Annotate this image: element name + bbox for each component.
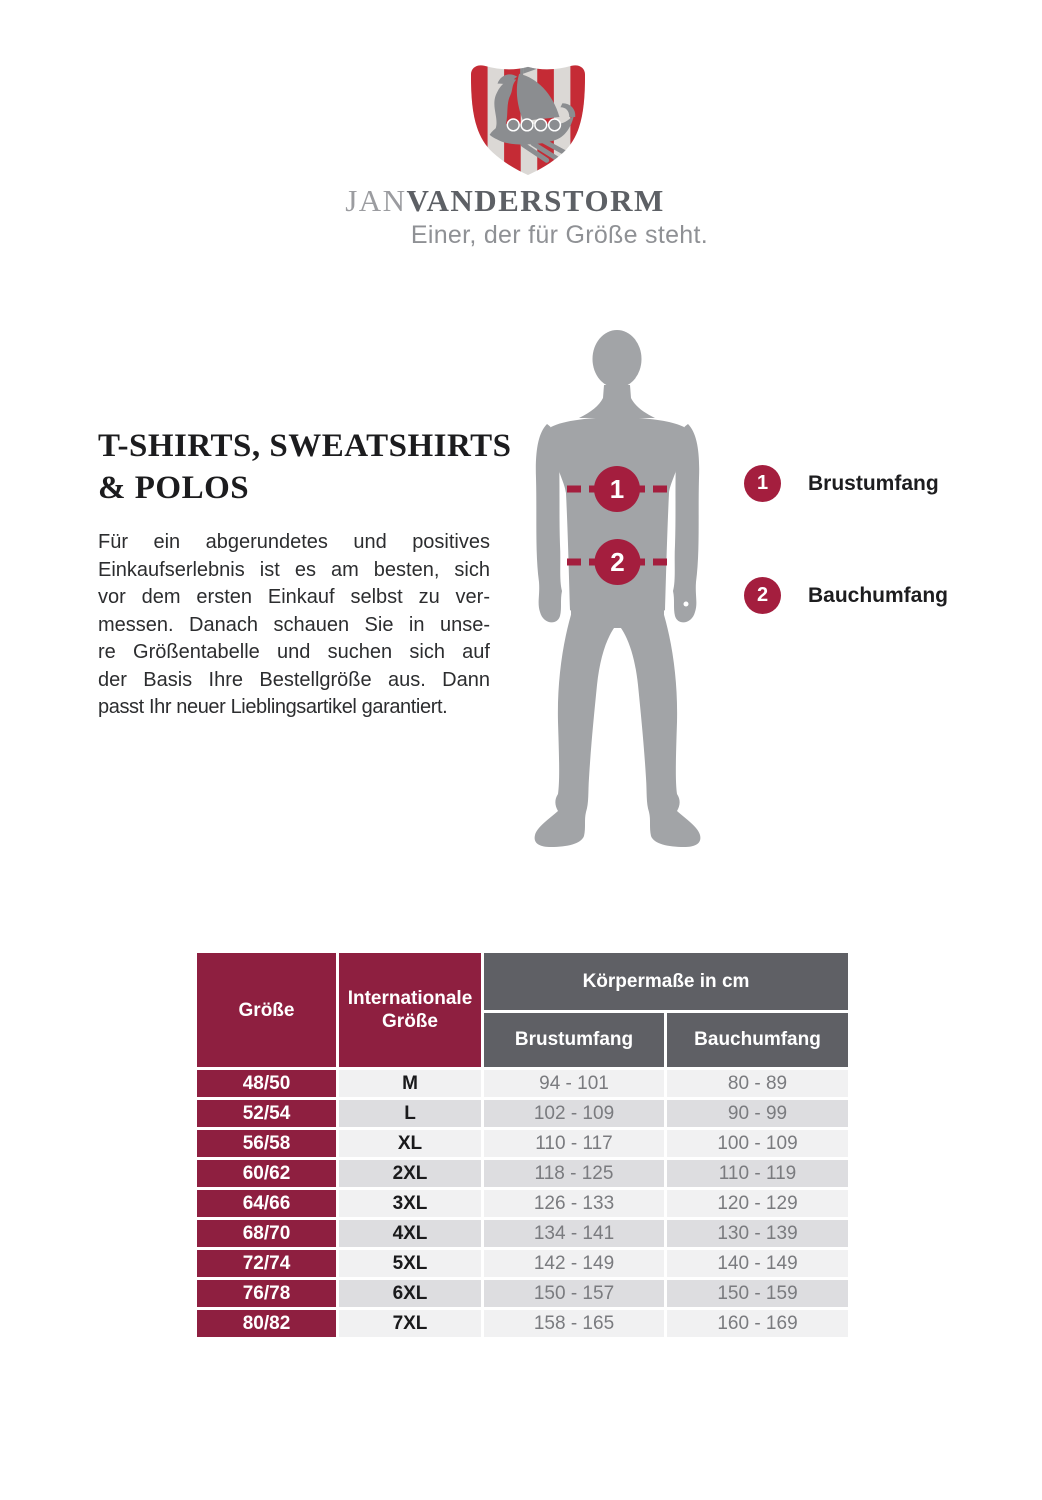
- cell-bauchumfang: 120 - 129: [667, 1190, 848, 1217]
- cell-brustumfang: 118 - 125: [484, 1160, 664, 1187]
- cell-brustumfang: 102 - 109: [484, 1100, 664, 1127]
- column-header-brustumfang: Brustumfang: [484, 1013, 664, 1067]
- cell-groesse: 76/78: [197, 1280, 336, 1307]
- cell-bauchumfang: 130 - 139: [667, 1220, 848, 1247]
- intro-line: Einkaufserlebnis ist es am besten, sich: [98, 558, 490, 581]
- cell-int-groesse: 7XL: [339, 1310, 481, 1337]
- cell-brustumfang: 134 - 141: [484, 1220, 664, 1247]
- cell-groesse: 56/58: [197, 1130, 336, 1157]
- cell-groesse: 52/54: [197, 1100, 336, 1127]
- cell-groesse: 72/74: [197, 1250, 336, 1277]
- legend-2-label: Bauchumfang: [808, 583, 949, 607]
- page-title-line1: T-SHIRTS, SWEATSHIRTS: [98, 428, 512, 464]
- intro-line: re Größentabelle und suchen sich auf: [98, 641, 490, 663]
- cell-brustumfang: 126 - 133: [484, 1190, 664, 1217]
- cell-bauchumfang: 100 - 109: [667, 1130, 848, 1157]
- male-silhouette-figure: [535, 330, 701, 847]
- cell-int-groesse: 5XL: [339, 1250, 481, 1277]
- size-table: [197, 953, 845, 1337]
- brand-name-prefix: JAN: [345, 183, 407, 218]
- legend-item-bauchumfang: [744, 577, 948, 614]
- cell-brustumfang: 94 - 101: [484, 1070, 664, 1097]
- cell-int-groesse: 6XL: [339, 1280, 481, 1307]
- belly-marker-number: 2: [610, 547, 625, 577]
- cell-bauchumfang: 140 - 149: [667, 1250, 848, 1277]
- measurement-figure: [531, 330, 701, 850]
- column-group-header-koerpermasse: Körpermaße in cm: [484, 953, 848, 1010]
- legend-item-brustumfang: [744, 465, 939, 502]
- cell-groesse: 80/82: [197, 1310, 336, 1337]
- cell-int-groesse: 3XL: [339, 1190, 481, 1217]
- cell-bauchumfang: 150 - 159: [667, 1280, 848, 1307]
- cell-int-groesse: 4XL: [339, 1220, 481, 1247]
- cell-bauchumfang: 160 - 169: [667, 1310, 848, 1337]
- brand-name-main: VANDERSTORM: [406, 183, 665, 218]
- cell-groesse: 60/62: [197, 1160, 336, 1187]
- cell-groesse: 68/70: [197, 1220, 336, 1247]
- cell-bauchumfang: 110 - 119: [667, 1160, 848, 1187]
- column-header-groesse: Größe: [197, 953, 336, 1067]
- cell-int-groesse: XL: [339, 1130, 481, 1157]
- legend-2-badge: 2: [744, 577, 781, 614]
- page-title-line2: & POLOS: [98, 470, 250, 506]
- intro-paragraph: [98, 529, 490, 722]
- cell-brustumfang: 158 - 165: [484, 1310, 664, 1337]
- column-header-bauchumfang: Bauchumfang: [667, 1013, 848, 1067]
- cell-brustumfang: 142 - 149: [484, 1250, 664, 1277]
- intro-line: der Basis Ihre Bestellgröße aus. Dann: [98, 668, 490, 691]
- cell-bauchumfang: 90 - 99: [667, 1100, 848, 1127]
- intro-line: messen. Danach schauen Sie in unse-: [98, 613, 490, 636]
- intro-line: passt Ihr neuer Lieblingsartikel garantiert.: [98, 696, 448, 718]
- legend-1-label: Brustumfang: [808, 471, 939, 495]
- brand-name: [300, 185, 710, 217]
- cell-bauchumfang: 80 - 89: [667, 1070, 848, 1097]
- page-title: [98, 425, 518, 509]
- intro-line: vor dem ersten Einkauf selbst zu ver-: [98, 586, 490, 608]
- cell-brustumfang: 110 - 117: [484, 1130, 664, 1157]
- brand-shield-logo-icon: [464, 60, 592, 178]
- legend-1-badge: 1: [744, 465, 781, 502]
- chest-marker-number: 1: [609, 474, 625, 504]
- cell-int-groesse: L: [339, 1100, 481, 1127]
- column-header-internationale-groesse: Internationale Größe: [339, 953, 481, 1067]
- brand-tagline: Einer, der für Größe steht.: [410, 221, 708, 249]
- cell-groesse: 48/50: [197, 1070, 336, 1097]
- cell-int-groesse: 2XL: [339, 1160, 481, 1187]
- cell-int-groesse: M: [339, 1070, 481, 1097]
- cell-brustumfang: 150 - 157: [484, 1280, 664, 1307]
- cell-groesse: 64/66: [197, 1190, 336, 1217]
- intro-line: Für ein abgerundetes und positives: [98, 531, 490, 553]
